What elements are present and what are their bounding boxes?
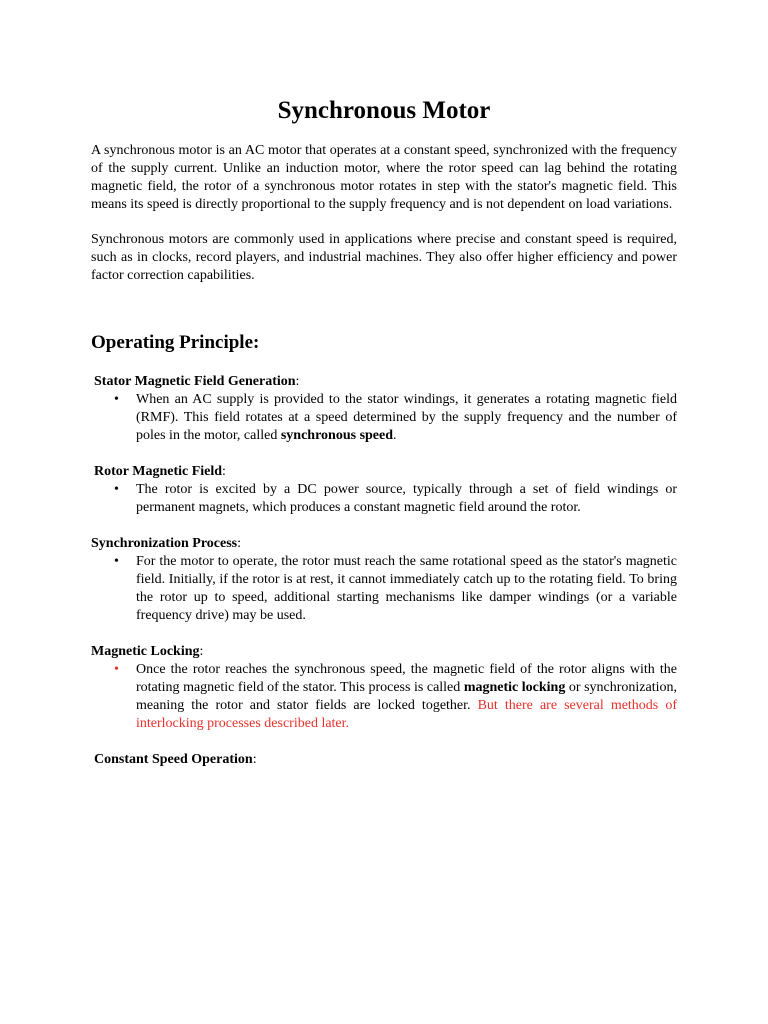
bullet-icon: •	[114, 392, 119, 407]
intro-paragraph-2: Synchronous motors are commonly used in applications where precise and constant speed is required, such as in clocks, record players, and industrial machines. They also offer higher efficiency and power factor correction capabilities.	[91, 232, 677, 283]
subsection-heading-synchronization	[91, 535, 677, 553]
list-item	[91, 391, 677, 445]
list-item	[91, 661, 677, 733]
bullet-text-middle: or synchronization, meaning the rotor and stator fields are locked together.	[136, 680, 677, 713]
subsection-heading-rotor	[91, 463, 677, 481]
subsection-colon: :	[199, 644, 204, 659]
bullet-list-synchronization	[91, 553, 677, 625]
bullet-text: The rotor is excited by a DC power source, typically through a set of field windings or permanent magnets, which produces a constant magnetic field around the rotor.	[136, 482, 677, 515]
subsection-heading-constant-speed	[91, 751, 677, 769]
bullet-text-end: .	[393, 428, 397, 443]
bullet-red-note: But there are several methods of interlocking processes described later.	[136, 698, 677, 731]
subsection-title: Synchronization Process	[91, 536, 238, 551]
intro-paragraph-1: A synchronous motor is an AC motor that operates at a constant speed, synchronized with the frequency of the supply current. Unlike an induction motor, where the rotor speed can lag behind the rotating magnetic field, the rotor of a synchronous motor rotates in step with the stator's magnetic field. This means its speed is directly proportional to the supply frequency and is not dependent on load variations.	[91, 143, 677, 212]
section-heading-operating-principle: Operating Principle:	[91, 332, 260, 353]
subsection-title: Magnetic Locking	[91, 644, 200, 659]
bullet-icon: •	[114, 554, 119, 569]
subsection-colon: :	[222, 464, 226, 479]
subsection-colon: :	[237, 536, 241, 551]
subsection-title: Stator Magnetic Field Generation	[94, 374, 296, 389]
subsection-heading-magnetic-locking	[91, 643, 677, 661]
bullet-list-magnetic-locking	[91, 661, 677, 733]
bullet-list-rotor	[91, 481, 677, 517]
bullet-bold-term: synchronous speed	[280, 428, 394, 443]
document-title: Synchronous Motor	[277, 97, 491, 124]
bullet-bold-term: magnetic locking	[463, 680, 566, 695]
bullet-icon: •	[114, 482, 119, 497]
list-item	[91, 553, 677, 625]
bullet-text: When an AC supply is provided to the stator windings, it generates a rotating magnetic field (RMF). This field rotates at a speed determined by the supply frequency and the number of poles in the motor, called	[136, 392, 677, 443]
subsection-title: Rotor Magnetic Field	[94, 464, 223, 479]
subsection-colon: :	[252, 752, 257, 767]
bullet-text: Once the rotor reaches the synchronous speed, the magnetic field of the rotor aligns with the rotating magnetic field of the stator. This process is called	[136, 662, 677, 695]
subsection-heading-stator	[91, 373, 677, 391]
bullet-list-stator	[91, 391, 677, 445]
list-item	[91, 481, 677, 517]
bullet-icon: •	[114, 662, 119, 677]
subsection-colon: :	[295, 374, 300, 389]
bullet-text: For the motor to operate, the rotor must reach the same rotational speed as the stator's magnetic field. Initially, if the rotor is at rest, it cannot immediately catch up to the rotating field. To bring the rotor up to speed, additional starting mechanisms like damper windings (or a variable frequency drive) may be used.	[136, 554, 677, 623]
subsection-title: Constant Speed Operation	[94, 752, 253, 767]
